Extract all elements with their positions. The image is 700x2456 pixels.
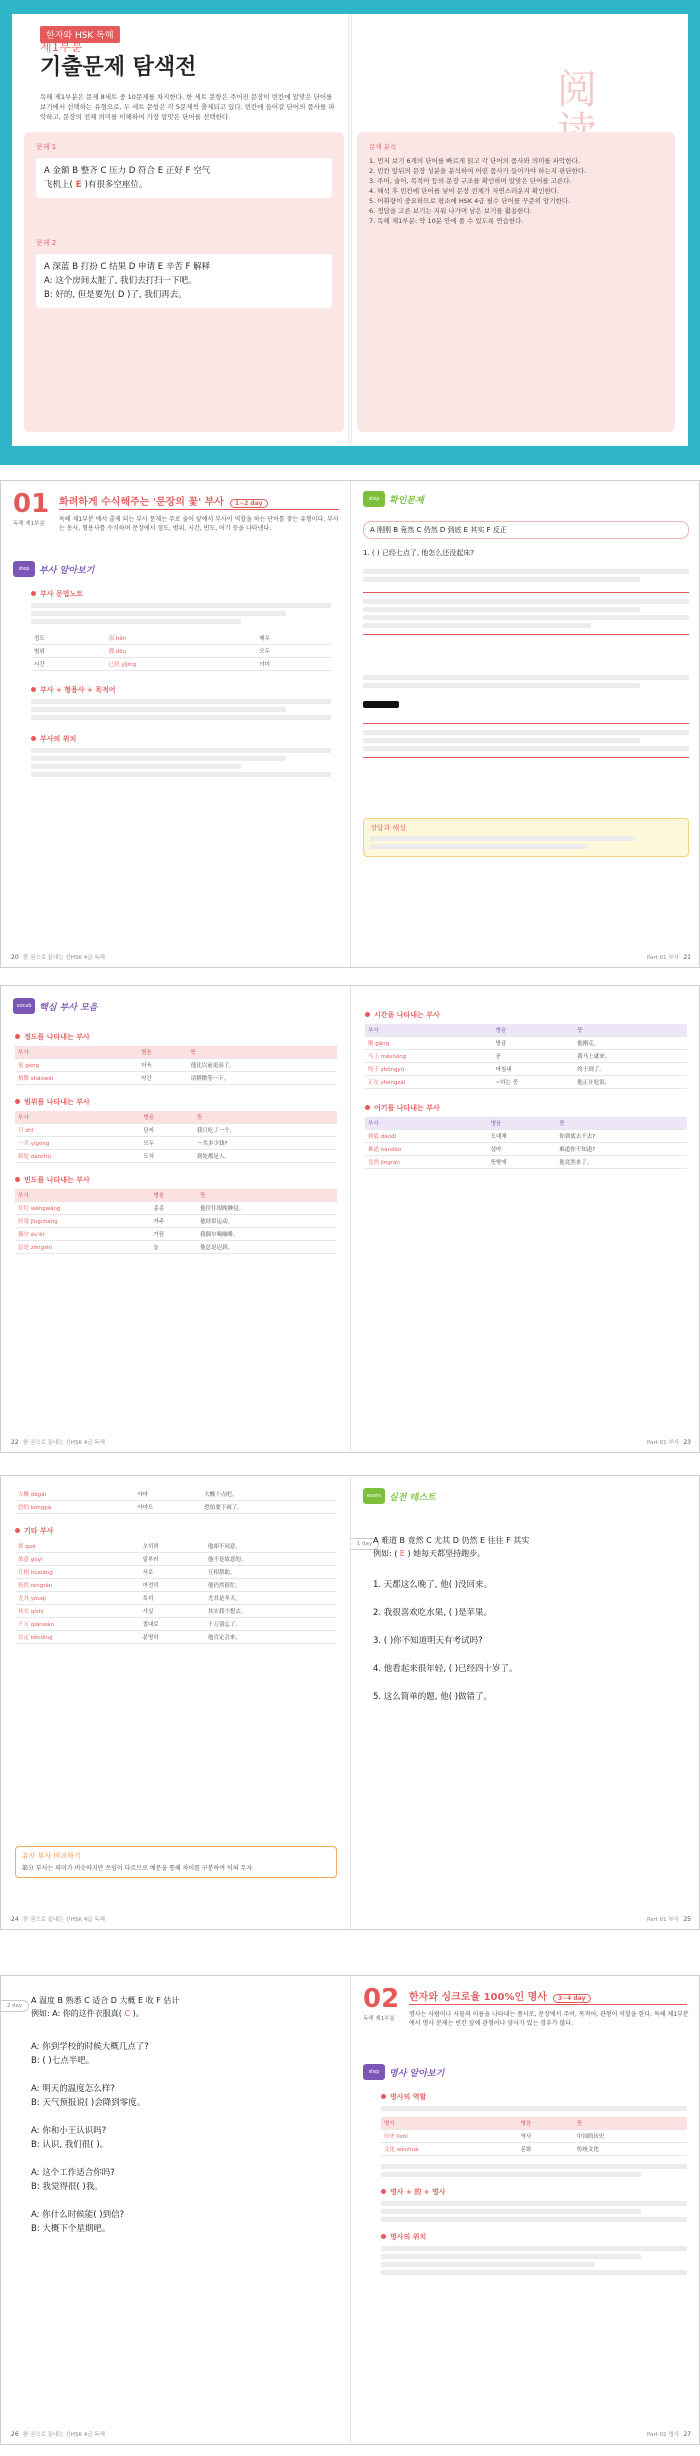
section-badge [363,1488,436,1504]
answer-options: A 温度 B 熟悉 C 适合 D 大概 E 收 F 估计 [31,1996,180,2005]
text-line [363,683,640,688]
question-1: 1. ( ) 已经七点了, 他怎么还没起床? [363,549,474,557]
page-number: 22 [11,1439,19,1446]
section-badge-box: vocab [13,998,35,1014]
text-line [381,2106,687,2111]
page-title: 기출문제 탐색전 [40,55,197,80]
lesson-days-badge: 1~2 day [230,499,268,508]
explanation-box [363,592,689,635]
lesson-subtitle: 독해 제1부분 [363,2016,395,2022]
sub-heading-1: 명사의 역할 [381,2092,687,2102]
table-row: 马上 mǎshàng 곧 我马上就来。 [365,1050,687,1063]
section-badge-box: exam [363,1488,385,1504]
table-row: 肯定 kěndìng 분명히 他肯定会来。 [15,1631,337,1644]
tip-frame-text: 部分 부사는 의미가 비슷하지만 쓰임이 다르므로 예문을 통해 차이를 구분하여 익혀 두자. [22,1865,254,1872]
text-line [370,844,588,849]
lesson-intro: 명사는 사람이나 사물의 이름을 나타내는 품사로, 문장에서 주어, 목적어, 관형어 역할을 한다. 독해 제1부분에서 명사 문제는 빈칸 앞에 관형어나 양사가 있는 경우가 많다. [409,2011,689,2027]
table-row: 终于 zhōngyú 마침내 终于到了。 [365,1063,687,1076]
table-row: 尤其 yóuqí 특히 尤其是冬天。 [15,1592,337,1605]
text-line [363,607,640,612]
sub-heading-3: 명사의 위치 [381,2232,687,2242]
table-row: 刚 gāng 방금 他刚走。 [365,1037,687,1050]
section-badge-title: 핵심 부사 모음 [39,1002,98,1013]
block-heading: 빈도를 나타내는 부사 [15,1175,337,1185]
question: 1. 天都这么晚了, 他( )没回来。 [373,1580,493,1590]
table-row: 竟然 jìngrán 뜻밖에 他竟然来了。 [365,1156,687,1169]
text-line [31,764,241,769]
table-row: 정도 很 hěn 매우 [31,632,331,645]
adverb-table: 부사 병음 뜻 到底 dàodǐ 도대체 你到底去不去? 难道 nándào 설마 难道你不知道? 竟然 jìngrán 뜻밖에 他竟然来了。 [365,1117,687,1169]
example-answer: C [121,2009,133,2018]
adverb-table: 부사 병음 뜻 刚 gāng 방금 他刚走。 马上 mǎshàng 곧 我马上就来。 终于 zhōngyú 마침내 终于到了。 正在 zhèngzài ~하는 중 他正在吃饭。 [365,1024,687,1089]
text-line [31,603,331,608]
example-sentence-1: 飞机上( E )有很多空座位。 [44,180,148,190]
answer-options: A 难道 B 竟然 C 尤其 D 仍然 E 往往 F 其实 [373,1536,530,1545]
intro-page [12,14,688,446]
table-row: 稍微 shāowēi 약간 请稍微等一下。 [15,1072,337,1085]
tips-heading: 문제 분석 [369,143,397,151]
text-line [363,675,689,680]
table-row: 仍然 réngrán 여전히 他仍然很忙。 [15,1579,337,1592]
text-line [381,2172,641,2177]
sub-heading-2: 명사 + 的 + 명사 [381,2187,687,2197]
tip-item: 5. 어휘량이 중요하므로 평소에 HSK 4급 필수 단어를 꾸준히 암기한다. [369,197,571,205]
text-line [363,577,640,582]
section-badge [13,998,97,1014]
text-line [363,738,640,743]
tip-item: 6. 정답을 고른 보기는 지워 나가며 남은 보기를 활용한다. [369,207,532,215]
lesson-body [31,585,331,780]
example-answer: E [397,1549,408,1558]
page-24 [1,1476,351,1929]
page-20 [1,481,351,967]
text-line [31,707,286,712]
example-card-2 [36,254,332,308]
text-line [381,2201,687,2206]
question: A: 你到学校的时候大概几点了? B: ( )七点半吧。 [31,2042,149,2066]
section-tag: 한자와 HSK 독해 [40,26,120,43]
text-line [31,619,241,624]
text-line [363,569,689,574]
text-line [381,2254,641,2259]
lesson-title-rule [409,2004,687,2005]
text-line [363,599,689,604]
page-number: 20 [11,954,19,961]
example-options-1: A 金额 B 整齐 C 压力 D 符合 E 正好 F 空气 [44,166,211,176]
sub-heading-3: 부사의 위치 [31,734,331,744]
table-row: 更 gèng 더욱 他比以前更高了。 [15,1059,337,1072]
page-number: 27 [683,2431,691,2438]
table-row: 只 zhǐ 단지 我只吃了一个。 [15,1124,337,1137]
lesson-title-rule [59,509,339,510]
text-line [381,2262,595,2267]
text-line [381,2246,687,2251]
part-label: 제1부분 [40,40,83,54]
section-badge-box: step [13,561,35,577]
example-answer-1: E [72,180,85,190]
page-number: 26 [11,2431,19,2438]
tip-item: 2. 빈칸 앞뒤의 문장 성분을 분석하여 어떤 품사가 들어가야 하는지 판단한다. [369,167,587,175]
block-heading: 정도를 나타내는 부사 [15,1032,337,1042]
text-line [31,715,331,720]
table-row: 到处 dàochù 도처 到处都是人。 [15,1150,337,1163]
section-badge-title: 명사 알아보기 [389,2068,445,2079]
table-row: 其实 qíshí 사실 其实我不想去。 [15,1605,337,1618]
section-badge-box: step [363,491,385,507]
note-label: 정답과 해설 [370,824,407,832]
example-options-2: A 深蓝 B 打扮 C 结果 D 申请 E 辛苦 F 解释 [44,262,211,272]
question: 2. 我很喜欢吃水果, ( )是苹果。 [373,1608,493,1618]
running-footer: Part 02 명사 [647,2432,679,2438]
page-27 [351,1976,700,2444]
exercise-body [363,517,689,857]
watermark-text: 阅 [557,67,597,113]
running-footer: 한 권으로 끝내는 신HSK 4급 독해 [23,955,105,961]
page-number: 25 [683,1916,691,1923]
text-line [363,615,689,620]
table-row: 偶尔 ǒu'ěr 가끔 我偶尔喝咖啡。 [15,1228,337,1241]
text-line [363,623,591,628]
text-line [31,772,331,777]
lesson-subtitle: 독해 제1부분 [13,521,45,527]
example-line: 例如: ( E ) 她每天都坚持跑步。 [373,1549,486,1558]
table-row: 难道 nándào 설마 难道你不知道? [365,1143,687,1156]
section-badge-box: step [363,2064,385,2080]
section-badge [363,2064,444,2080]
example-card-1 [36,158,332,198]
sub-heading-2: 부사 + 형용사 + 목적어 [31,685,331,695]
table-row: 到底 dàodǐ 도대체 你到底去不去? [365,1130,687,1143]
spine-shadow [348,14,352,446]
text-line [370,836,635,841]
page-25 [351,1476,700,1929]
exam-body [373,1534,689,1718]
tips-list [369,142,663,226]
running-footer: 한 권으로 끝내는 신HSK 4급 독해 [23,2432,105,2438]
tip-frame-heading: 유사 부사 비교하기 [22,1852,81,1860]
text-line [381,2209,641,2214]
table-row: 文化 wénhuà 문화 传统文化 [381,2143,687,2156]
lesson-body [381,2088,687,2278]
table-row: 千万 qiānwàn 절대로 千万别忘了。 [15,1618,337,1631]
table-row: 시간 已经 yǐjīng 이미 [31,658,331,671]
spread-intro [0,0,700,465]
adverb-tables-right [365,1006,687,1169]
adverb-table [15,1540,337,1644]
spread-lesson-02 [0,1975,700,2445]
running-footer: Part 01 부사 [647,1917,679,1923]
exam-body [31,1994,341,2250]
page-23 [351,986,700,1452]
table-row: 恐怕 kǒngpà 아마도 恐怕要下雨了。 [15,1501,337,1514]
adverb-table [15,1488,337,1514]
page-number: 23 [683,1439,691,1446]
page-22 [1,986,351,1452]
noun-table: 명사 병음 뜻 历史 lìshǐ 역사 中国的历史 文化 wénhuà 문화 传统文化 [381,2117,687,2156]
page-26 [1,1976,351,2444]
table-row: 大概 dàgài 아마 大概十点吧。 [15,1488,337,1501]
example-line-b: B: 好的, 但是要先( D )了, 我们再去。 [44,290,187,300]
note-box [363,818,689,857]
section-badge-title: 실전 테스트 [389,1492,436,1503]
table-row: 历史 lìshǐ 역사 中国的历史 [381,2130,687,2143]
text-line [381,2217,687,2222]
day-tab: 1 day [351,1538,379,1550]
text-line [31,611,286,616]
block-heading: 어기를 나타내는 부사 [365,1103,687,1113]
adverb-table: 부사 병음 뜻 往往 wǎngwǎng 종종 他往往很晚睡觉。 经常 jīngcháng 자주 他经常运动。 偶尔 ǒu'ěr 가끔 我偶尔喝咖啡。 总是 zǒngshì 늘 他总是迟到。 [15,1189,337,1254]
running-footer: 한 권으로 끝내는 신HSK 4급 독해 [23,1440,105,1446]
question: 5. 这么简单的题, 他( )做错了。 [373,1692,493,1702]
tip-item: 1. 먼저 보기 6개의 단어를 빠르게 읽고 각 단어의 품사와 의미를 파악한다. [369,157,580,165]
lesson-title: 화려하게 수식해주는 '문장의 꽃' 부사 1~2 day [59,493,268,508]
table-row: 总是 zǒngshì 늘 他总是迟到。 [15,1241,337,1254]
table-row: 故意 gùyì 일부러 他不是故意的。 [15,1553,337,1566]
intro-paragraph: 독해 제1부분은 문제 8세트 중 10문제를 차지한다. 한 세트 문항은 주어진 문장이 빈칸에 알맞은 단어를 보기에서 선택하는 유형으로, 두 세트 문항은 각 5문제씩 출제되고 있다. 빈칸에 들어갈 단어의 품사를 파악하고, 문장의 전체 의미를 이해하여 가장 알맞은 단어를 선택한다. [40,93,335,121]
page-21 [351,481,700,967]
page-number: 24 [11,1916,19,1923]
text-line [31,748,331,753]
text-line [381,2164,687,2169]
example-line: 例如: A: 你的这件衣服真( C )。 [31,2009,144,2018]
text-line [31,699,331,704]
block-heading: 기타 부사 [15,1526,337,1536]
answer-options: A 刚刚 B 竟然 C 仍然 D 到底 E 其实 F 反正 [363,521,689,539]
block-heading: 범위를 나타내는 부사 [15,1097,337,1107]
adverb-table: 부사 병음 뜻 只 zhǐ 단지 我只吃了一个。 一共 yígòng 모두 一共多少钱? 到处 dàochù 도처 到处都是人。 [15,1111,337,1163]
table-row: 经常 jīngcháng 자주 他经常运动。 [15,1215,337,1228]
section-badge [363,491,424,507]
adverb-tables-cont [15,1488,337,1644]
table-row: 범위 都 dōu 모두 [31,645,331,658]
running-footer: Part 01 부사 [647,955,679,961]
sub-heading-1: 부사 문법노트 [31,589,331,599]
redacted-mark [363,694,689,713]
example-box-left [24,132,344,432]
question: A: 你什么时候能( )到信? B: 大概下个星期吧。 [31,2210,125,2234]
tip-frame [15,1846,337,1878]
adverb-table [31,632,331,671]
day-tab: 2 day [1,2000,29,2012]
text-line [381,2270,687,2275]
section-badge-title: 부사 알아보기 [39,565,95,576]
tip-item: 3. 주어, 술어, 목적어 등의 문장 구조를 확인하며 알맞은 단어를 고른다. [369,177,572,185]
table-row: 往往 wǎngwǎng 종종 他往往很晚睡觉。 [15,1202,337,1215]
example-label-2: 문제 2 [36,239,57,247]
question: A: 你和小王认识吗? B: 认识, 我们很( )。 [31,2126,109,2150]
question: 4. 他看起来很年轻, ( )已经四十岁了。 [373,1664,518,1674]
tip-item: 4. 해석 후 빈칸에 단어를 넣어 문장 전체가 자연스러운지 확인한다. [369,187,560,195]
lesson-title: 한자와 싱크로율 100%인 명사 3~4 day [409,1988,591,2003]
question: A: 这个工作适合你吗? B: 我觉得很( )我。 [31,2168,115,2192]
example-line-a: A: 这个房间太脏了, 我们去打扫一下吧。 [44,276,197,286]
example-label-1: 문제 1 [36,143,57,151]
section-badge-title: 확인문제 [389,495,424,506]
running-footer: 한 권으로 끝내는 신HSK 4급 독해 [23,1917,105,1923]
text-line [31,756,286,761]
lesson-intro: 독해 제1부분 에서 출제 되는 부사 문제는 주로 술어 앞에서 부사어 역할을 하는 단어를 찾는 유형이다. 부사는 동사, 형용사를 수식하며 문장에서 정도, 범위, 시간, 빈도, 어기 등을 나타낸다. [59,516,339,532]
tip-item: 7. 독해 제1부분: 약 10분 안에 풀 수 있도록 연습한다. [369,217,524,225]
adverb-table: 부사 병음 뜻 更 gèng 더욱 他比以前更高了。 稍微 shāowēi 약간 请稍微等一下。 [15,1046,337,1085]
question: A: 明天的温度怎么样? B: 天气预报说( )会降到零度。 [31,2084,146,2108]
block-heading: 시간을 나타내는 부사 [365,1010,687,1020]
section-badge [13,561,94,577]
adverb-tables [15,1028,337,1254]
table-row: 却 què 오히려 他却不同意。 [15,1540,337,1553]
text-line [363,746,689,751]
question: 3. ( )你不知道明天有考试吗? [373,1636,483,1646]
table-row: 互相 hùxiāng 서로 互相帮助。 [15,1566,337,1579]
spread-lesson-01 [0,480,700,968]
spread-adverb-list [0,985,700,1453]
lesson-days-badge: 3~4 day [553,1994,591,2003]
running-footer: Part 01 부사 [647,1440,679,1446]
explanation-box-2 [363,723,689,758]
spread-practice [0,1475,700,1930]
tips-box [357,132,675,432]
lesson-number: 01 [13,489,50,519]
page-number: 21 [683,954,691,961]
table-row: 一共 yígòng 모두 一共多少钱? [15,1137,337,1150]
table-row: 正在 zhèngzài ~하는 중 他正在吃饭。 [365,1076,687,1089]
text-line [363,730,689,735]
lesson-number: 02 [363,1984,400,2014]
redaction-bar [363,701,399,708]
